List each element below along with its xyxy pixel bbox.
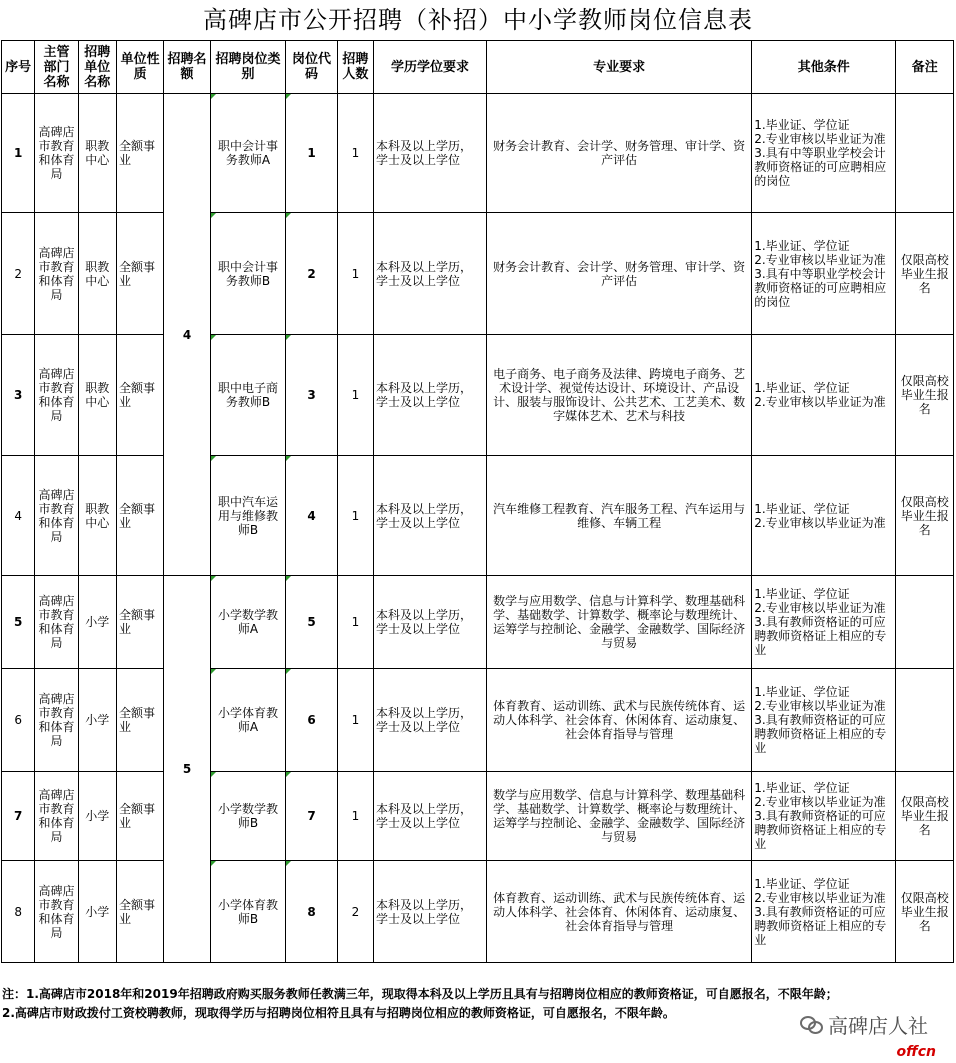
- cell-remark: 仅限高校毕业生报名: [896, 456, 954, 576]
- cell-count: 2: [337, 861, 373, 963]
- cell-category: 职中会计事务教师A: [210, 94, 286, 213]
- cell-remark: [896, 576, 954, 669]
- cell-nature: 全额事业: [116, 861, 163, 963]
- cell-other: 1.毕业证、学位证 2.专业审核以毕业证为准 3.具有教师资格证的可应聘教师资格证上相应的专业: [752, 576, 896, 669]
- cell-category: 小学体育教师A: [210, 669, 286, 772]
- cell-unit: 小学: [78, 861, 116, 963]
- cell-remark: 仅限高校毕业生报名: [896, 861, 954, 963]
- cell-edu: 本科及以上学历，学士及以上学位: [374, 213, 487, 335]
- footnote-1: 注：1.高碑店市2018年和2019年招聘政府购买服务教师任教满三年，现取得本科及以上学历且具有与招聘岗位相应的教师资格证，可自愿报名，不限年龄；: [2, 987, 838, 1001]
- cell-seq: 7: [2, 772, 35, 861]
- header-code: 岗位代码: [286, 41, 337, 94]
- cell-nature: 全额事业: [116, 576, 163, 669]
- cell-seq: 5: [2, 576, 35, 669]
- cell-edu: 本科及以上学历，学士及以上学位: [374, 861, 487, 963]
- cell-unit: 职教中心: [78, 213, 116, 335]
- cell-dept: 高碑店市教育和体育局: [35, 94, 78, 213]
- cell-other: 1.毕业证、学位证 2.专业审核以毕业证为准 3.具有中等职业学校会计教师资格证的可应聘相应的岗位: [752, 94, 896, 213]
- table-row: [2, 861, 954, 963]
- comment-marker-icon: [211, 669, 216, 674]
- cell-count: 1: [337, 456, 373, 576]
- comment-marker-icon: [286, 335, 291, 340]
- cell-code: 2: [286, 213, 337, 335]
- cell-major: 体育教育、运动训练、武术与民族传统体育、运动人体科学、社会体育、休闲体育、运动康复、社会体育指导与管理: [486, 669, 751, 772]
- cell-other: 1.毕业证、学位证 2.专业审核以毕业证为准 3.具有教师资格证的可应聘教师资格证上相应的专业: [752, 669, 896, 772]
- header-quota: 招聘名额: [164, 41, 210, 94]
- cell-quota: 4: [164, 94, 210, 576]
- cell-category: 职中会计事务教师B: [210, 213, 286, 335]
- comment-marker-icon: [286, 772, 291, 777]
- cell-major: 财务会计教育、会计学、财务管理、审计学、资产评估: [486, 94, 751, 213]
- comment-marker-icon: [211, 861, 216, 866]
- positions-table: [1, 40, 954, 963]
- cell-count: 1: [337, 772, 373, 861]
- header-dept: 主管部门名称: [35, 41, 78, 94]
- header-category: 招聘岗位类别: [210, 41, 286, 94]
- header-other: 其他条件: [752, 41, 896, 94]
- cell-category: 小学体育教师B: [210, 861, 286, 963]
- cell-nature: 全额事业: [116, 669, 163, 772]
- cell-seq: 8: [2, 861, 35, 963]
- cell-remark: 仅限高校毕业生报名: [896, 213, 954, 335]
- cell-code: 6: [286, 669, 337, 772]
- header-major: 专业要求: [486, 41, 751, 94]
- cell-major: 体育教育、运动训练、武术与民族传统体育、运动人体科学、社会体育、休闲体育、运动康复、社会体育指导与管理: [486, 861, 751, 963]
- cell-major: 汽车维修工程教育、汽车服务工程、汽车运用与维修、车辆工程: [486, 456, 751, 576]
- cell-edu: 本科及以上学历，学士及以上学位: [374, 456, 487, 576]
- cell-seq: 4: [2, 456, 35, 576]
- cell-edu: 本科及以上学历，学士及以上学位: [374, 94, 487, 213]
- comment-marker-icon: [286, 861, 291, 866]
- cell-dept: 高碑店市教育和体育局: [35, 772, 78, 861]
- cell-unit: 职教中心: [78, 335, 116, 456]
- cell-other: 1.毕业证、学位证 2.专业审核以毕业证为准 3.具有中等职业学校会计教师资格证的可应聘相应的岗位: [752, 213, 896, 335]
- cell-major: 财务会计教育、会计学、财务管理、审计学、资产评估: [486, 213, 751, 335]
- cell-other: 1.毕业证、学位证 2.专业审核以毕业证为准 3.具有教师资格证的可应聘教师资格证上相应的专业: [752, 772, 896, 861]
- header-nature: 单位性质: [116, 41, 163, 94]
- cell-dept: 高碑店市教育和体育局: [35, 576, 78, 669]
- comment-marker-icon: [286, 213, 291, 218]
- cell-other: 1.毕业证、学位证 2.专业审核以毕业证为准: [752, 335, 896, 456]
- cell-code: 3: [286, 335, 337, 456]
- cell-nature: 全额事业: [116, 213, 163, 335]
- table-row: [2, 576, 954, 669]
- cell-dept: 高碑店市教育和体育局: [35, 669, 78, 772]
- cell-code: 1: [286, 94, 337, 213]
- cell-major: 数学与应用数学、信息与计算科学、数理基础科学、基础数学、计算数学、概率论与数理统计、运筹学与控制论、金融学、金融数学、国际经济与贸易: [486, 576, 751, 669]
- cell-dept: 高碑店市教育和体育局: [35, 861, 78, 963]
- cell-count: 1: [337, 213, 373, 335]
- cell-unit: 职教中心: [78, 94, 116, 213]
- cell-seq: 6: [2, 669, 35, 772]
- header-row: [2, 41, 954, 94]
- cell-dept: 高碑店市教育和体育局: [35, 335, 78, 456]
- cell-category: 职中汽车运用与维修教师B: [210, 456, 286, 576]
- comment-marker-icon: [211, 772, 216, 777]
- cell-unit: 小学: [78, 576, 116, 669]
- cell-nature: 全额事业: [116, 94, 163, 213]
- cell-remark: 仅限高校毕业生报名: [896, 772, 954, 861]
- cell-category: 职中电子商务教师B: [210, 335, 286, 456]
- table-row: [2, 213, 954, 335]
- cell-edu: 本科及以上学历，学士及以上学位: [374, 335, 487, 456]
- cell-remark: [896, 94, 954, 213]
- cell-code: 7: [286, 772, 337, 861]
- cell-other: 1.毕业证、学位证 2.专业审核以毕业证为准 3.具有教师资格证的可应聘教师资格证上相应的专业: [752, 861, 896, 963]
- cell-remark: [896, 669, 954, 772]
- comment-marker-icon: [286, 669, 291, 674]
- cell-edu: 本科及以上学历，学士及以上学位: [374, 669, 487, 772]
- cell-count: 1: [337, 576, 373, 669]
- cell-dept: 高碑店市教育和体育局: [35, 213, 78, 335]
- table-row: [2, 94, 954, 213]
- comment-marker-icon: [211, 576, 216, 581]
- wechat-icon: [800, 1016, 822, 1034]
- cell-category: 小学数学教师A: [210, 576, 286, 669]
- cell-remark: 仅限高校毕业生报名: [896, 335, 954, 456]
- cell-seq: 1: [2, 94, 35, 213]
- comment-marker-icon: [286, 576, 291, 581]
- footnote-2: 2.高碑店市财政拨付工资校聘教师，现取得学历与招聘岗位相符且具有与招聘岗位相应的教师资格证，可自愿报名，不限年龄。: [2, 1006, 675, 1020]
- cell-unit: 小学: [78, 669, 116, 772]
- cell-code: 5: [286, 576, 337, 669]
- cell-code: 8: [286, 861, 337, 963]
- cell-edu: 本科及以上学历，学士及以上学位: [374, 576, 487, 669]
- cell-other: 1.毕业证、学位证 2.专业审核以毕业证为准: [752, 456, 896, 576]
- cell-nature: 全额事业: [116, 335, 163, 456]
- header-count: 招聘人数: [337, 41, 373, 94]
- cell-count: 1: [337, 335, 373, 456]
- offcn-logo: offcn: [896, 1044, 936, 1060]
- cell-edu: 本科及以上学历，学士及以上学位: [374, 772, 487, 861]
- header-seq: 序号: [2, 41, 35, 94]
- table-row: [2, 335, 954, 456]
- watermark: [800, 1010, 928, 1039]
- comment-marker-icon: [211, 335, 216, 340]
- cell-count: 1: [337, 669, 373, 772]
- cell-dept: 高碑店市教育和体育局: [35, 456, 78, 576]
- table-row: [2, 669, 954, 772]
- cell-code: 4: [286, 456, 337, 576]
- header-unit: 招聘单位名称: [78, 41, 116, 94]
- cell-major: 电子商务、电子商务及法律、跨境电子商务、艺术设计学、视觉传达设计、环境设计、产品设计、服装与服饰设计、公共艺术、工艺美术、数字媒体艺术、艺术与科技: [486, 335, 751, 456]
- watermark-text: 高碑店人社: [828, 1014, 928, 1038]
- header-remark: 备注: [896, 41, 954, 94]
- cell-category: 小学数学教师B: [210, 772, 286, 861]
- comment-marker-icon: [211, 94, 216, 99]
- page-title: 高碑店市公开招聘（补招）中小学教师岗位信息表: [203, 6, 753, 34]
- cell-seq: 2: [2, 213, 35, 335]
- table-row: [2, 456, 954, 576]
- cell-quota: 5: [164, 576, 210, 963]
- cell-nature: 全额事业: [116, 456, 163, 576]
- cell-unit: 职教中心: [78, 456, 116, 576]
- comment-marker-icon: [286, 94, 291, 99]
- table-row: [2, 772, 954, 861]
- cell-seq: 3: [2, 335, 35, 456]
- comment-marker-icon: [211, 213, 216, 218]
- cell-major: 数学与应用数学、信息与计算科学、数理基础科学、基础数学、计算数学、概率论与数理统计、运筹学与控制论、金融学、金融数学、国际经济与贸易: [486, 772, 751, 861]
- cell-unit: 小学: [78, 772, 116, 861]
- comment-marker-icon: [211, 456, 216, 461]
- cell-count: 1: [337, 94, 373, 213]
- header-edu: 学历学位要求: [374, 41, 487, 94]
- comment-marker-icon: [286, 456, 291, 461]
- cell-nature: 全额事业: [116, 772, 163, 861]
